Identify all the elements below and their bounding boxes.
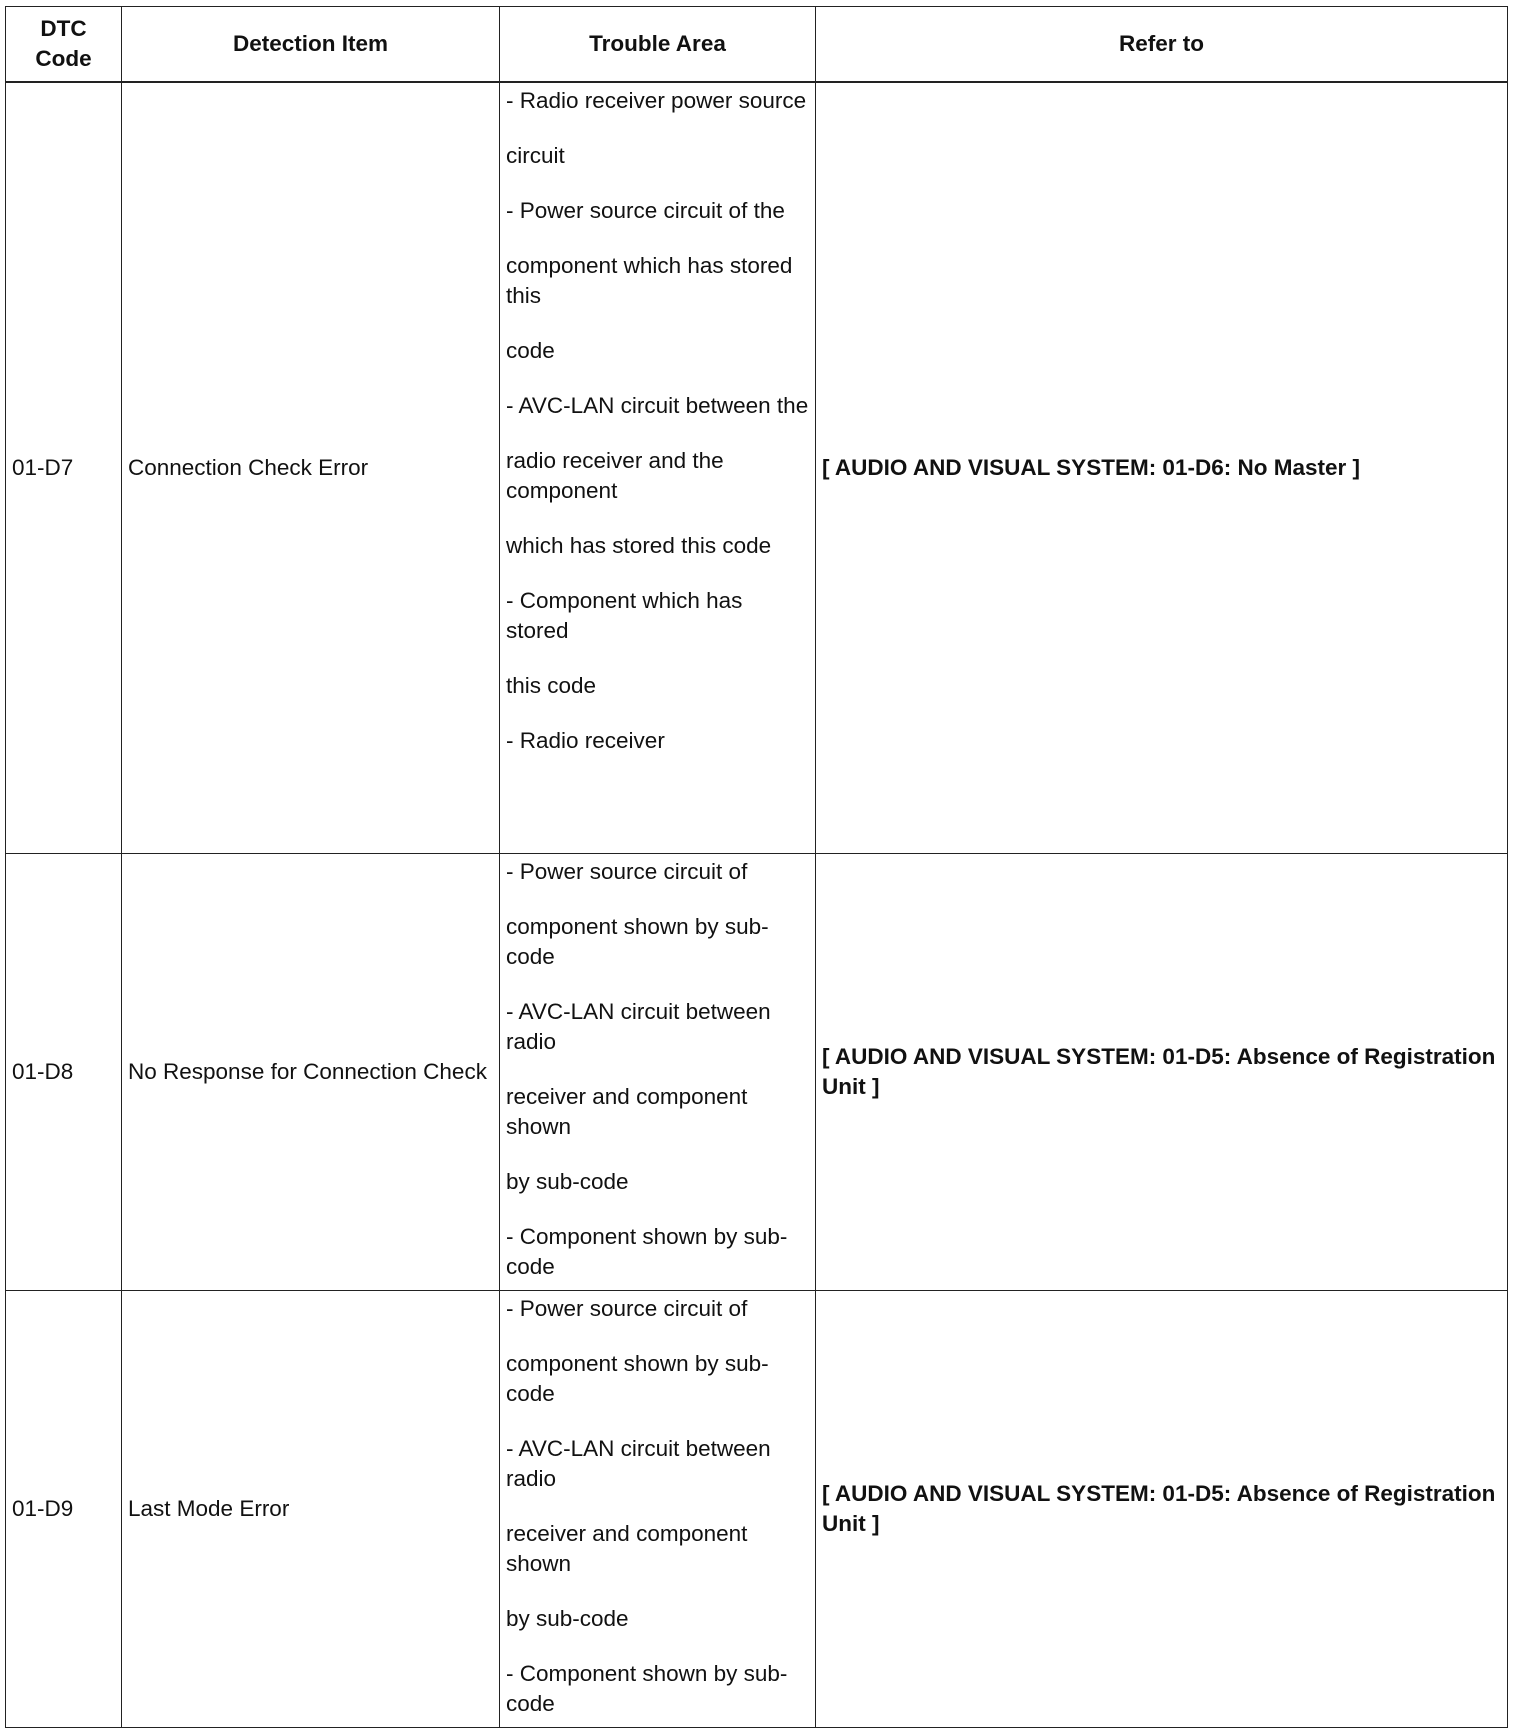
trouble-area-cell xyxy=(500,853,816,1290)
header-row xyxy=(6,7,1508,83)
trouble-line: which has stored this code xyxy=(506,533,772,558)
header-refer-to: Refer to xyxy=(816,7,1508,83)
trouble-line: - Component shown by sub-code xyxy=(506,1660,788,1716)
table-row xyxy=(6,82,1508,853)
trouble-line: component which has stored this xyxy=(506,253,793,308)
trouble-line: receiver and component shown xyxy=(506,1083,748,1139)
trouble-line: circuit xyxy=(506,143,565,168)
trouble-line: - Power source circuit of the xyxy=(506,198,785,223)
dtc-code-cell: 01-D8 xyxy=(6,853,122,1290)
refer-to-link[interactable]: [ AUDIO AND VISUAL SYSTEM: 01-D5: Absence of Registration Unit ] xyxy=(816,853,1508,1290)
trouble-line: - Component shown by sub-code xyxy=(506,1223,788,1279)
trouble-line: by sub-code xyxy=(506,1168,629,1194)
trouble-area-cell xyxy=(500,1290,816,1727)
table-row xyxy=(6,853,1508,1290)
detection-item-cell: No Response for Connection Check xyxy=(122,853,500,1290)
trouble-line: - Component which has stored xyxy=(506,588,743,643)
refer-to-link[interactable]: [ AUDIO AND VISUAL SYSTEM: 01-D5: Absence of Registration Unit ] xyxy=(816,1290,1508,1727)
header-trouble-area: Trouble Area xyxy=(500,7,816,83)
trouble-line: - Radio receiver xyxy=(506,728,665,753)
trouble-line: code xyxy=(506,338,555,363)
trouble-line: - AVC-LAN circuit between radio xyxy=(506,1435,771,1491)
dtc-table xyxy=(5,6,1508,1728)
header-dtc-code: DTC Code xyxy=(6,7,122,83)
trouble-line: component shown by sub-code xyxy=(506,1350,769,1406)
dtc-code-cell: 01-D9 xyxy=(6,1290,122,1727)
trouble-line: - AVC-LAN circuit between the xyxy=(506,393,809,418)
dtc-code-cell: 01-D7 xyxy=(6,82,122,853)
detection-item-cell: Connection Check Error xyxy=(122,82,500,853)
table-row xyxy=(6,1290,1508,1727)
trouble-line: - Power source circuit of xyxy=(506,1295,748,1321)
refer-to-link[interactable]: [ AUDIO AND VISUAL SYSTEM: 01-D6: No Master ] xyxy=(816,82,1508,853)
trouble-line: radio receiver and the component xyxy=(506,448,724,503)
trouble-area-cell xyxy=(500,82,816,853)
header-detection-item: Detection Item xyxy=(122,7,500,83)
detection-item-cell: Last Mode Error xyxy=(122,1290,500,1727)
trouble-line: - Radio receiver power source xyxy=(506,88,807,113)
trouble-line: receiver and component shown xyxy=(506,1520,748,1576)
trouble-line: component shown by sub-code xyxy=(506,913,769,969)
trouble-line: - Power source circuit of xyxy=(506,858,748,884)
trouble-line: by sub-code xyxy=(506,1605,629,1631)
trouble-line: - AVC-LAN circuit between radio xyxy=(506,998,771,1054)
trouble-line: this code xyxy=(506,673,597,698)
